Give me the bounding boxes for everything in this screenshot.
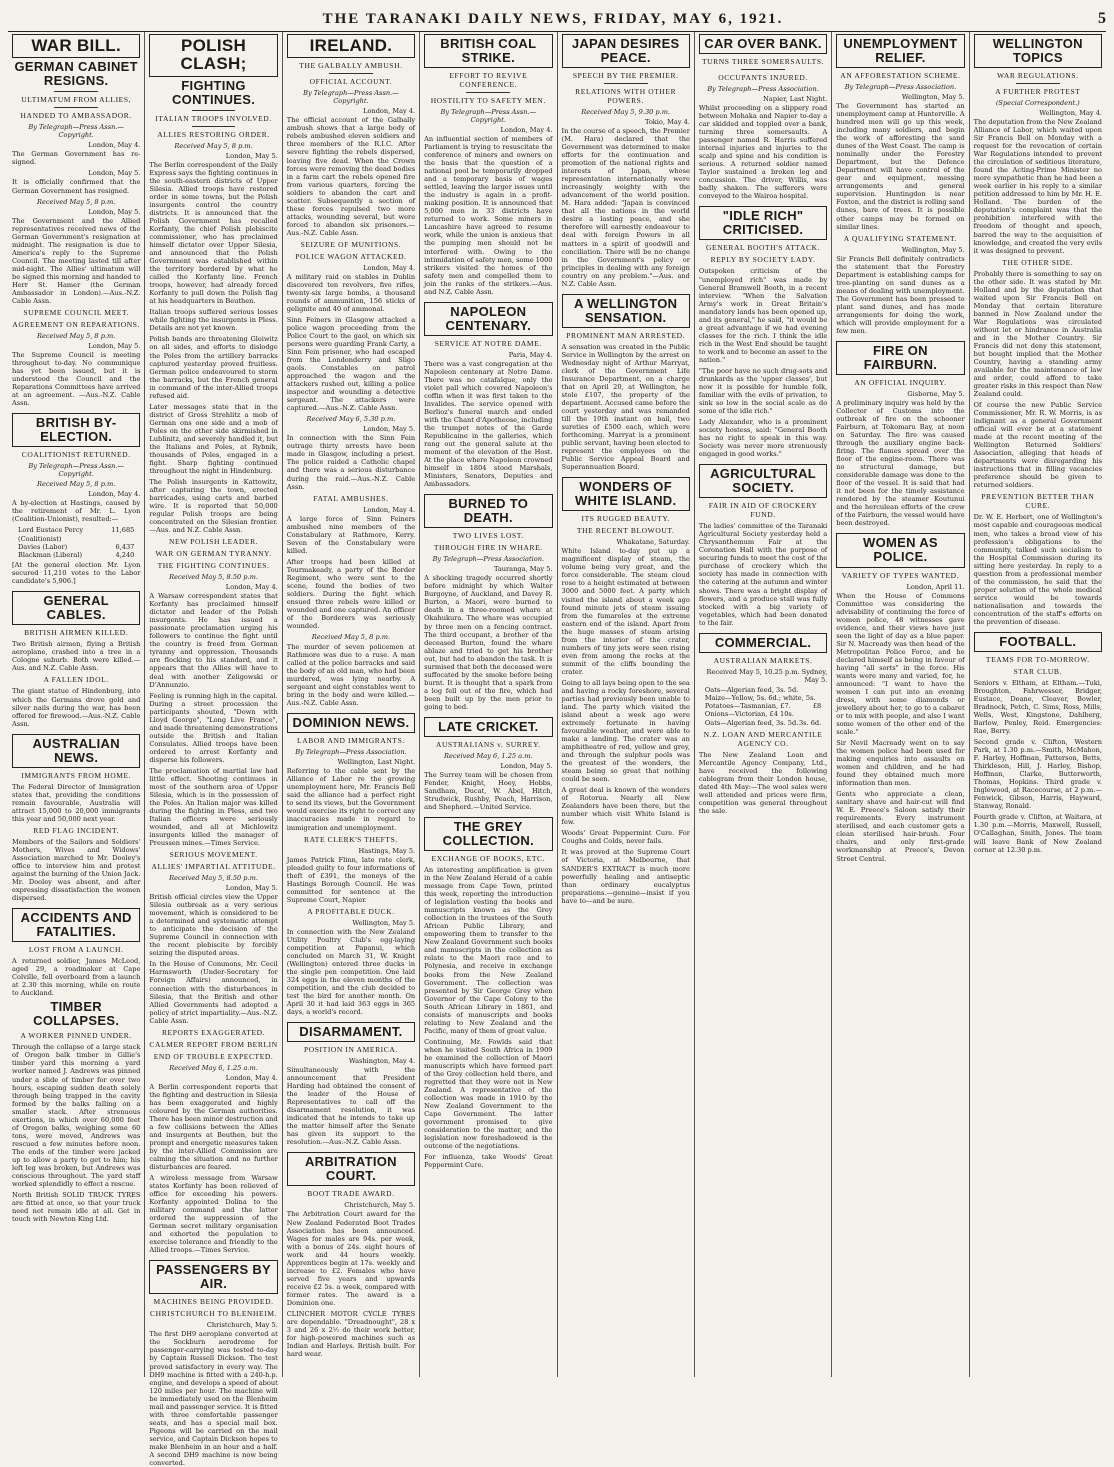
byline: (Special Correspondent.) xyxy=(995,99,1080,108)
market-row: Oats—Algerian feed, 3s. 5d. 3s. 6d. xyxy=(704,718,822,727)
deck: MACHINES BEING PROVIDED. xyxy=(153,1297,274,1307)
story-australian-news xyxy=(12,734,140,902)
byline: By Telegraph—Press Assn.—Copyright. xyxy=(303,89,399,106)
headline: TIMBER COLLAPSES. xyxy=(33,999,120,1029)
story-fire-fairburn xyxy=(836,341,964,528)
paragraph: Lady Alexander, who is a prominent society hostess, said: "General Booth has no right to speak in this way. Society was never more strenuously engaged in good works." xyxy=(698,418,828,459)
byline: By Telegraph—Press Assn.—Copyright. xyxy=(28,123,125,140)
deck: BRITISH AIRMEN KILLED. xyxy=(24,628,129,638)
deck: AGREEMENT ON REPARATIONS. xyxy=(12,319,141,329)
paragraph: Through the collapse of a large stack of Oregon balk timber in Gillie's timber yard this morning a yard worker named J. Andrews was pinned under a slide of timber for over two hours, escaping sudden death solely through being trapped in the cavity formed by the balks falling on a smaller stack. After strenuous exertions, in which over 60,000 feet of Oregon balks, weighing some 60 tons, were moved, Andrews was rescued a few minutes before noon. The ends of the timber were jacked up to allow a party to get to him; his left leg was broken, but Andrews was conscious throughout. The yard staff worked splendidly to effect a rescue. xyxy=(12,1043,141,1188)
paragraph: Italian troops suffered serious losses while fighting the insurgents in Pless. Details are not yet known. xyxy=(149,308,278,333)
story-disarmament xyxy=(287,1022,415,1146)
dateline: Whakatane, Saturday. xyxy=(616,538,690,547)
paragraph: A large force of Sinn Feiners ambushed nine members of the Constabulary at Rathmore, Kerry. Seven of the Constabulary were killed. xyxy=(286,514,416,555)
paragraph: In connection with the New Zealand Utility Poultry Club's egg-laying competition at Papanui, which concluded on March 31, W. Knight (Wellington) entered three ducks in the single pen competition. One laid 324 eggs in the eleven months of the competition, and the club decided to test the bird for another month. On April 30 it had laid 363 eggs in 365 days, a world's record. xyxy=(286,927,416,1017)
deck: PROMINENT MAN ARRESTED. xyxy=(566,330,686,340)
dateline: Hastings, May 5. xyxy=(358,846,416,855)
advertisement: Woods' Great Peppermint Cure. For Coughs and Colds, never fails. xyxy=(561,829,690,846)
paragraph: The Supreme Council is meeting throughout to-day. No communique has yet been issued, but it is understood the Council and the Reparations Committees have arrived at an agreement. —Aus.-N.Z. Cable Assn. xyxy=(12,350,141,408)
story-ireland xyxy=(287,34,415,707)
received-line: Received May 6, 1.25 a.m. xyxy=(169,1063,258,1072)
dateline: London, May 4. xyxy=(363,505,416,514)
deck: REPLY BY SOCIETY LADY. xyxy=(710,255,816,265)
paragraph: "The poor have no such drug-sots and drunkards as the 'upper classes', but now it is possible for humble folk, familiar with the evils of privation, to sink so low in the social scale as do some of the idle rich." xyxy=(698,366,828,415)
paragraph: The giant statue of Hindenburg, into which the Germans drove gold and silver nails during the war, has been offered for firewood.—Aus.-N.Z. Cable Assn. xyxy=(12,687,141,728)
headline: GENERAL CABLES. xyxy=(12,591,140,625)
story-wellington-sensation xyxy=(562,294,690,472)
subheadline: GERMAN CABINET RESIGNS. xyxy=(14,59,138,89)
deck: ULTIMATUM FROM ALLIES, xyxy=(21,95,132,105)
deck: A PROFITABLE DUCK. xyxy=(307,906,395,916)
paragraph: Outspoken criticism of the "unemployed rich" was made by General Bramwell Booth, in a recent interview. "When the Salvation Army's work in Great Britain's mandatory lands has been opened up, and its general," he said, "it would be a great advantage if we had evening classes for the rich. I think the idle rich in the West End should be taught to work and to become an asset to the nation." xyxy=(698,267,828,364)
story-war-bill xyxy=(12,34,140,407)
paragraph: In the House of Commons, Mr. Cecil Harmsworth (Under-Secretary for Foreign Affairs) announced, in connection with the disturbances in Silesia, that the British and other Allied Governments had adopted a policy of strict impartiality.—Aus.-N.Z. Cable Assn. xyxy=(149,960,278,1025)
paragraph: Continuing, Mr. Fowlds said that when he visited South Africa in 1909 he examined the collection of Maori manuscripts which have formed part of the Grey collection held there, and regretted that they were not in New Zealand. A representative of the collection was made in 1910 by the New Zealand Government to the Cape Government. The latter government promised to give consideration to the matter, and the legislation now foreshadowed is the outcome of the negotiations. xyxy=(424,1037,553,1151)
deck: REPORTS EXAGGERATED. xyxy=(161,1027,266,1037)
received-line: Received May 5, 8 p.m. xyxy=(37,480,116,489)
deck: WAR ON GERMAN TYRANNY. xyxy=(155,549,272,559)
story-agricultural xyxy=(699,464,827,626)
dateline: London, May 5. xyxy=(88,169,141,178)
column-4 xyxy=(420,32,557,1377)
deck: A QUALIFYING STATEMENT. xyxy=(843,233,958,243)
headline: NAPOLEON CENTENARY. xyxy=(424,302,552,336)
story-napoleon xyxy=(424,302,552,489)
deck: ITS RUGGED BEAUTY. xyxy=(581,514,670,524)
headline: FIRE ON FAIRBURN. xyxy=(836,341,964,375)
paragraph: The Government and the Allied representatives received news of the German Government's resignation at midnight. The resignation is due to America's reply to the Supreme Council. The meeting lasted till after mid-night. The Allies' ultimatum will be signed this morning and handed to Herr St. Hamer (the German Ambassador in London).—Aus.-N.Z. Cable Assn. xyxy=(12,216,141,305)
dateline: London, May 5. xyxy=(225,151,278,160)
dateline: London, May 5. xyxy=(88,341,141,350)
paragraph: Simultaneously with the announcement that President Harding had obtained the consent of the leader of the House of Representatives to call off the disarmament resolution, it was indicated that he intends to take up the matter himself after the Senate has given its support to the resolution.—Aus.-N.Z. Cable Assn. xyxy=(286,1066,416,1147)
paragraph: James Patrick Flinn, late rate clerk, pleaded guilty to four informations of theft of £391, the moneys of the Hastings Borough Council. He was committed for sentence at the Supreme Court, Napier. xyxy=(286,855,416,904)
headline: "IDLE RICH" CRITICISED. xyxy=(699,206,827,240)
byline: By Telegraph—Press Assn.—Copyright. xyxy=(28,462,125,479)
deck: HOSTILITY TO SAFETY MEN. xyxy=(430,96,546,106)
headline: A WELLINGTON SENSATION. xyxy=(562,294,690,328)
dateline: London, May 4. xyxy=(88,490,141,499)
dateline: Wellington, May 4. xyxy=(1039,109,1102,118)
headline: WONDERS OF WHITE ISLAND. xyxy=(562,477,690,511)
paragraph: The New Zealand Loan and Mercantile Agency Company, Ltd., have received the following cablegram from their London house, dated 4th May:—The wool sales were well attended and prices were firm, competition was general throughout the sale. xyxy=(698,750,828,816)
deck: RELATIONS WITH OTHER POWERS. xyxy=(575,87,677,106)
headline: WAR BILL. xyxy=(12,34,140,58)
dateline: London, April 11. xyxy=(906,582,965,591)
headline: BURNED TO DEATH. xyxy=(424,494,552,528)
deck: SEIZURE OF MUNITIONS. xyxy=(300,239,402,249)
deck: IMMIGRANTS FROM HOME. xyxy=(21,770,132,780)
byline: By Telegraph—Press Association. xyxy=(707,85,819,94)
paragraph: A Berlin correspondent reports that the fighting and destruction in Silesia has been exaggerated and highly coloured by the German authorities. There has been minor destruction and a few collisions between the Allies and insurgents at Beuthen, but the prompt and energetic measures taken by the inter-Allied Commission are calming the situation and no further disturbances are feared. xyxy=(149,1082,278,1171)
dateline: Received May 5, 10.25 p.m. Sydney, May 5. xyxy=(706,667,828,684)
byline: By Telegraph—Press Association. xyxy=(432,555,545,564)
paragraph: A by-election at Hastings, caused by the retirement of Mr. L. Lyon (Coalition-Unionist), resulted:— xyxy=(12,499,141,524)
paragraph: A Warsaw correspondent states that Korfanty has proclaimed himself dictator and leader of the Polish insurgents. He has issued a passionate proclamation urging his followers to continue the fight until the country is freed from German tyranny and oppression. Thousands are flocking to his standard, and it appears that the Allies will have to deal with another Zeligowski or D'Annunzio. xyxy=(149,592,278,689)
dateline: Napier, Last Night. xyxy=(763,95,828,104)
received-line: Received May 5, 8.50 p.m. xyxy=(169,874,258,883)
received-line: Received May 6, 5.30 p.m. xyxy=(306,415,396,424)
received-line: Received May 5, 8 p.m. xyxy=(37,331,116,340)
story-coal-strike xyxy=(424,34,552,296)
headline: JAPAN DESIRES PEACE. xyxy=(562,34,690,68)
market-row: Onions—Victorian, £4 10s. xyxy=(704,710,794,719)
received-line: Received May 5, 8 p.m. xyxy=(311,633,391,642)
paragraph: Members of the Sailors and Soldiers' Mothers, Wives and Widows' Association marched to Mr. Dooley's office to interview him and protest against the burning of the Union Jack. Mr. Dooley was absent, and after expressing dissatisfaction the women dispersed. xyxy=(12,837,141,903)
dateline: Christchurch, May 5. xyxy=(206,1321,278,1330)
byline: By Telegraph—Press Association. xyxy=(844,83,957,92)
column-1 xyxy=(8,32,145,1377)
deck: OFFICIAL ACCOUNT. xyxy=(309,77,393,87)
deck: BOOT TRADE AWARD. xyxy=(307,1189,395,1199)
dateline: London, May 5. xyxy=(88,207,141,216)
paragraph: A wireless message from Warsaw states Korfanty has been relieved of office for exceeding his powers. Korfanty appointed Dolina to the military command and the latter ordered the suppression of the German secret military organisation and exhorted the population to exercise tolerance and friendly to the Allied troops.—Times Service. xyxy=(149,1174,278,1255)
page-number: 5 xyxy=(1098,10,1106,27)
paragraph: British official circles view the Upper Silesia outbreak as a very serious movement, which is considered to be a determined and systematic attempt to anticipate the decision of the Supreme Council in connection with the recent plebiscite by forcibly seizing the disputed areas. xyxy=(149,893,278,958)
headline: BRITISH COAL STRIKE. xyxy=(424,34,552,68)
deck: ITALIAN TROOPS INVOLVED. xyxy=(155,113,272,123)
story-burned xyxy=(424,494,552,711)
story-wellington-topics xyxy=(974,34,1102,626)
deck: A WORKER PINNED UNDER. xyxy=(20,1031,132,1041)
dateline: Gisborne, May 5. xyxy=(907,389,965,398)
column-2 xyxy=(145,32,282,1467)
deck: HANDED TO AMBASSADOR. xyxy=(20,111,132,121)
deck: ALLIES RESTORING ORDER. xyxy=(157,129,270,139)
deck: THE FIGHTING CONTINUES. xyxy=(157,561,270,571)
paragraph: Polish bands are threatening Gleiwitz on all sides, and efforts to dislodge the Poles from the artillery barracks captured yesterday proved fruitless. German police endeavoured to storm the barracks, but the French general in command of the inter-Allied troops refused aid. xyxy=(149,335,278,400)
paragraph: The Government has started an unemployment camp at Hunterville. A hundred men will go up this week, including many soldiers, and begin the work of afforesting the sand dunes of the West Coast. The camp is nominally under the Forestry Department, but the Defence Department will have control of the gear and equipment, messing arrangements and general supervision. Huntingdon is near Foxton, and the district is rolling sand dunes, bare of trees. It is possible other camps may be formed on similar lines. xyxy=(836,102,965,231)
dateline: Wellington, Last Night. xyxy=(337,758,416,767)
paragraph: Second grade v. Clifton, Western Park, at 1.30 p.m.—Smith, McMahon, F. Harley, Hoffman, Patterson, Betts, Thirkleson, Hill, J. Harley, Bishop, Hoffman, Clarke, Butterworth, Thomas, Hopkins. Third grade v. Inglewood, at Racecourse, at 2 p.m.—Fenwick, Gibson, Harris, Hayward, Stanway, Ronald. xyxy=(973,738,1102,811)
received-line: Received May 5, 8 p.m. xyxy=(174,141,253,150)
paragraph: A great deal is known of the wonders of Rotorua. Nearly all New Zealanders have been there, but the number which visit White Island is few. xyxy=(561,786,690,827)
headline: CAR OVER BANK. xyxy=(699,34,827,54)
headline: COMMERCIAL. xyxy=(699,633,827,653)
dateline: Paris, May 4. xyxy=(508,350,553,359)
headline: UNEMPLOYMENT RELIEF. xyxy=(836,34,964,68)
paragraph: Two British airmen, flying a British aeroplane, crashed into a tree in a Cologne suburb. Both were killed.—Aus. and N.Z. Cable Assn. xyxy=(12,640,141,673)
deck: SERVICE AT NOTRE DAME. xyxy=(434,338,542,348)
deck: END OF TROUBLE EXPECTED. xyxy=(153,1051,274,1061)
paragraph: Dr. W. E. Herbert, one of Wellington's most capable and courageous medical men, who takes a broad view of his profession's obligations to the community, talked such socialism to the Hospital Commission during its sitting here yesterday. In reply to a question from a professional member of the commission, he said that the proper solution of the whole medical service would be towards nationalisation and towards the concentration of the staff's efforts on the prevention of disease. xyxy=(973,513,1102,626)
column-3 xyxy=(283,32,420,1377)
masthead-title: THE TARANAKI DAILY NEWS, FRIDAY, MAY 6, 1921. xyxy=(322,11,784,27)
paragraph: The first DH9 aeroplane converted at the Sockburn aerodrome for passenger-carrying was tested to-day by Captain Russell Dickson. The test proved satisfactory in every way. The DH9 machine is fitted with a 240-h.p. engine, and develops a speed of about 120 miles per hour. The machine will be immediately used on the Blenheim mail and passenger service. It is fitted with three comfortable passenger seats, and has a special mail box. Pigeons will be carried on the mail service, and Captain Dickson hopes to make Blenheim in an hour and a half. A second DH9 machine is now being converted. xyxy=(149,1330,278,1467)
masthead xyxy=(8,4,1106,32)
byline: By Telegraph—Press Assn.—Copyright. xyxy=(440,108,537,125)
story-white-island xyxy=(562,477,690,904)
deck: PREVENTION BETTER THAN CURE. xyxy=(981,492,1095,511)
headline: LATE CRICKET. xyxy=(424,717,552,737)
paragraph: An interesting amplification is given in the New Zealand Herald of a cable message from Cape Town, printed this week, reporting the introduction of legislation vesting the books and manuscripts known as the Grey collection in the trustees of the South African Public Library, and empowering them to transfer to the New Zealand Government such books and manuscripts in the collection as relate to the Maori race and to Polynesia, and receive in exchange books from the New Zealand Government. The collection was presented by Sir George Grey when Governor of the Cape Colony to the South African Library in 1861, and consists of manuscripts and books relating to New Zealand and the Pacific, many of them of great value. xyxy=(424,866,553,1035)
deck: ALLIES' IMPARTIAL ATTITUDE. xyxy=(151,862,276,872)
deck: AUSTRALIANS v. SURREY. xyxy=(435,739,541,749)
story-car-over-bank xyxy=(699,34,827,200)
story-football xyxy=(974,632,1102,854)
deck: RED FLAG INCIDENT. xyxy=(33,825,120,835)
dateline: Washington, May 4. xyxy=(348,1057,416,1066)
dateline: Tauranga, May 5. xyxy=(493,565,553,574)
paragraph: Later messages state that in the district of Gross Strehlitz a mob of German ons one side and a mob of Poles on the other side skirmished in Lublinitz, and severely handled it, but the Italians and Poles, at Rybnik, thousands of Poles, engaged in a fight. Sharp fighting continued throughout the night in Hindenburg. xyxy=(149,402,278,475)
paragraph: Sinn Feiners in Glasgow attacked a police wagon proceeding from the Police Court to the gaol, on which six persons were guarding Frank Carty, a Sinn Fein prisoner, who had escaped from the Londonderry and Sligo gaols. Constables on patrol approached the wagon and the attackers rushed out, killing a police inspector and wounding a detective sergeant. The attackers were captured.—Aus.-N.Z. Cable Assn. xyxy=(286,315,416,413)
received-line: Received May 5, 8.50 p.m. xyxy=(169,573,258,582)
deck: LABOR AND IMMIGRANTS. xyxy=(297,736,405,746)
headline: WOMEN AS POLICE. xyxy=(836,533,964,567)
deck: TEAMS FOR TO-MORROW. xyxy=(985,654,1090,664)
deck: WAR REGULATIONS. xyxy=(996,71,1079,81)
paragraph: The deputation from the New Zealand Alliance of Labor, which waited upon Sir Francis Bell on Monday with a request for the revocation of certain War Regulations intended to prevent the circulation of seditious literature, found the Acting-Prime Minister no more sympathetic than he had been a week earlier in his reply to a similar petition addressed to him by Mr. H. E. Holland. The burden of the deputation's complaint was that the prohibition interfered with the freedom of thought and speech, barred the way to the acquisition of knowledge, and created the very evils it was designed to prevent. xyxy=(973,118,1102,255)
dateline: London, May 4. xyxy=(500,126,553,135)
market-table xyxy=(705,686,821,727)
column-6 xyxy=(695,32,832,1377)
dateline: Wellington, May 5. xyxy=(901,93,965,102)
deck: SPEECH BY THE PREMIER. xyxy=(572,71,679,81)
columns xyxy=(8,32,1106,1467)
deck: THE OTHER SIDE. xyxy=(1002,257,1074,267)
advertisement: CLINCHER MOTOR CYCLE TYRES are dependable. "Dreadnought", 28 x 3 and 26 x 2½ do their work better, for high-powered machines such as Indian and Harleys. British built. For hard wear. xyxy=(286,1309,416,1359)
headline: BRITISH BY-ELECTION. xyxy=(12,413,140,447)
market-row: Oats—Algerian feed, 3s. 5d. xyxy=(704,685,799,694)
deck: LOST FROM A LAUNCH. xyxy=(28,945,124,955)
deck: N.Z. LOAN AND MERCANTILE AGENCY CO. xyxy=(703,729,823,748)
paragraph: After troops had been killed at Tourmakeady, a party of the Border Regiment, who were sent to the scene, found the bodies of two soldiers. During the fight which ensued three rebels were killed or wounded and one captured. An officer of the Borderers was seriously wounded. xyxy=(286,557,416,630)
paragraph: In connection with the Sinn Fein outrage thirty arrests have been made in Glasgow, including a priest. The police raided a Catholic chapel and there was a serious disturbance during the raid.—Aus.-N.Z. Cable Assn. xyxy=(286,434,416,491)
advertisement: North British SOLID TRUCK TYRES are fitted at once, so that your truck need not remain idle at all. Get in touch with Newton King Ltd. xyxy=(12,1190,141,1224)
column-8 xyxy=(970,32,1106,1377)
deck: THE RECENT BLOWOUT. xyxy=(576,526,675,536)
deck: OCCUPANTS INJURED. xyxy=(718,73,808,83)
deck: SERIOUS MOVEMENT. xyxy=(169,850,258,860)
result-row: Blackman (Liberal) 4,240 xyxy=(18,550,135,559)
paragraph: Fourth grade v. Clifton, at Waitara, at 1.30 p.m.—Morris, Maxwell, Russell, O'Callaghan, Smith, Jones. The team will leave Bank of New Zealand corner at 12.30 p.m. xyxy=(973,813,1102,854)
paragraph: It is officially confirmed that the German Government has resigned. xyxy=(12,178,141,195)
paragraph: There was a vast congregation at the Napoleon centenary at Notre Dame. There was no catafalque, only the violet pall which covered Napoleon's coffin when it was first taken to the Invalides. The service opened with Berlioz's funeral march and ended with the Chant d'Apotheose, including the trumpet notes of the Garde Republicaine in the galleries, which rang out the general salute at the moment of the elevation of the Host. At the place where Napoleon crowned himself in 1804 stood Marshals, Ministers, Senators, Deputies and Ambassadors. xyxy=(424,359,553,489)
deck: STAR CLUB. xyxy=(1013,666,1062,676)
deck: A FALLEN IDOL. xyxy=(43,675,109,685)
deck: CALMER REPORT FROM BERLIN xyxy=(149,1039,278,1049)
dateline: London, May 5. xyxy=(225,884,278,893)
dateline: London, May 5. xyxy=(500,761,553,770)
headline: IRELAND. xyxy=(287,34,415,58)
market-row: Maize—Yellow, 5s. 6d.; white, 5s. xyxy=(704,693,816,702)
paragraph: Sir Francis Bell definitely contradicts the statement that the Forestry Department is establishing camps for tree-planting on sand dunes as a means of dealing with unemployment. The Government has been pressed to plant sand dunes, and has made arrangements for doing the work, which will provide employment for a few men. xyxy=(836,254,965,335)
deck: THE GALBALLY AMBUSH. xyxy=(299,61,403,71)
story-by-election xyxy=(12,413,140,585)
story-idle-rich xyxy=(699,206,827,458)
dateline: Tokio, May 4. xyxy=(644,118,690,127)
deck: FATAL AMBUSHES. xyxy=(313,493,389,503)
deck: AN AFFORESTATION SCHEME. xyxy=(840,71,961,81)
paragraph: The Federal Director of Immigration states that, providing the conditions remain favourable, Australia will attract 15,000 to 20,000 immigrants this year and 50,000 next year. xyxy=(12,782,141,823)
paragraph: Referring to the cable sent by the Alliance of Labor re the growing unemployment here, Mr. Francis Bell said the alliance had a perfect right to send its views, but the Government would exercise its right to correct any inaccuracies made in regard to immigration and unemployment. xyxy=(286,767,416,832)
headline: WELLINGTON TOPICS xyxy=(974,34,1102,68)
paragraph: A preliminary inquiry was held by the Collector of Customs into the outbreak of fire on the schooner Fairburn, at Tokomaru Bay, at noon on Saturday. The fire was caused through the auxiliary engine back-firing. The flames spread over the floor of the engine-room. There was no structural damage, but considerable damage was done to the floor of the vessel. It is said that had it not been for the timely assistance rendered by the steamer Koutunui and the herculean efforts of the crew of the Fairburn, the vessel would have been destroyed. xyxy=(836,398,965,528)
dateline: London, May 4. xyxy=(363,107,416,116)
market-row: Potatoes—Tasmanian, £7. £8 xyxy=(704,702,822,711)
paragraph: White Island to-day put up a magnificent display of steam, the volume being very great, and the force considerable. The steam cloud rose to a height estimated at between 3000 and 5000 feet. A party which visited the island about a week ago found minute jets of steam issuing from the fumaroles at the extreme eastern end of the island. Apart from the huge masses of steam arising from the interior of the crater, numbers of tiny jets were seen rising even from among the rocks at the summit of the cliffs bounding the crater. xyxy=(561,547,690,676)
received-line: Received May 6, 1.25 a.m. xyxy=(444,751,533,760)
advertisement: For influenza, take Woods' Great Peppermint Cure. xyxy=(424,1153,553,1170)
paragraph: Seniors v. Eltham, at Eltham.—Tuki, Broughton, Fahrwesser, Bridger, Eustace, Deane, Cleaver, Bowler, Bradnock, Petch, C. Sims, Ross, Mills, Wells, West, Kingstone, Dahlberg, Barlow, Penley, Reid. Emergencies: Rae, Berry. xyxy=(973,678,1102,736)
paragraph: The German Government has re-signed. xyxy=(12,150,141,167)
paragraph: An influential section of members of Parliament is trying to resuscitate the conference of miners and owners on the basis that the question of a national pool be temporarily dropped and a temporary basis of wages settled, leaving the larger issues until the industry is again in a profit-making position. It is announced that 5,000 men in 33 districts have returned to work. Some miners in Lancashire have agreed to resume work, while the union is anxious that the pumping men should not be interfered with. Owing to the intimidation of safety men, some 1000 strikers visited the homes of the safety men and compelled them to join the ranks of the strikers.—Aus. and N.Z. Cable Assn. xyxy=(424,135,553,296)
paragraph: The proclamation of martial law had little effect. Shooting continues in most of the southern area of Upper Silesia, which is in the possession of the Poles. An Italian major was killed during the fighting in Pless, and two Italian officers were seriously wounded, and all at Michlowitz insurgents killed the manager of Preussen mines.—Times Service. xyxy=(149,766,278,848)
byline: By Telegraph—Press Association. xyxy=(295,748,407,757)
deck: TURNS THREE SOMERSAULTS. xyxy=(701,57,825,67)
column-7 xyxy=(832,32,969,1377)
deck: POSITION IN AMERICA. xyxy=(303,1045,398,1055)
deck: NEW POLISH LEADER. xyxy=(168,537,259,547)
paragraph: Feeling is running high in the capital. During a street procession the participants shouted, "Down with Lloyd George", "Long Live France", and made threatening demonstrations outside the British and Italian Consulates. Allied troops have been ordered to arrest Korfanty and disperse his followers. xyxy=(149,691,278,764)
paragraph: Probably there is something to say on the other side. It was stated by Mr. Holland and by the deputation that waited upon Sir Francis Bell on Monday that certain literature banned in New Zealand under the War Regulations was circulated without let or hindrance in Australia and in the Mother Country. Sir Francis did not deny this statement, but bought implied that the Mother Country, having a standing army available for the maintenance of law and order, could afford to take greater risks in this respect than New Zealand could. xyxy=(973,269,1102,399)
deck: THROUGH FIRE IN WHARE. xyxy=(433,543,543,553)
deck: GENERAL BOOTH'S ATTACK. xyxy=(706,243,821,253)
headline: POLISH CLASH; xyxy=(149,34,277,77)
headline: AUSTRALIAN NEWS. xyxy=(12,734,140,768)
paragraph: [At the general election Mr. Lyon secured 11,210 votes to the Labor candidate's 5,906.] xyxy=(12,561,141,586)
paragraph: The ladies' committee of the Taranaki Agricultural Society yesterday held a Chrysanthemum Fair at the Coronation Hall with the purpose of securing funds to meet the cost of the purchase of crockery which the society has made in connection with the catering at the autumn and winter shows. There was a bright display of flowers, and a produce stall was fully stocked with a big variety of vegetables, which had been donated to the fair. xyxy=(698,522,828,627)
story-women-police xyxy=(836,533,964,862)
paragraph: The Arbitration Court award for the New Zealand Federated Boot Trades Association has been announced. Wages for males are 94s. per week, with a bonus of 24s. eight hours of work and 44 hours weekly. Apprentices begin at 17s. weekly and increase to £2. Females who have served five years and upwards receive £2 5s. a week, compared with former rates. The award is a Dominion one. xyxy=(286,1210,416,1307)
paragraph: The Surrey team will be chosen from Fender, Knight, Hoey, Hobbs, Sandham, Ducat, W. Abel, Hitch, Strudwick, Rushby, Peach, Harrison, and Shepherd.—United Service. xyxy=(424,770,553,811)
paragraph: Whilst proceeding on a slippery road between Mohaka and Napier to-day a car skidded and toppled over a bank, turning three somersaults. A passenger named R. Harris suffered internal injuries and injuries to the scalp and spine and his condition is serious. A returned soldier named Taylor sustained a broken leg and concussion. The driver, Willis, was badly shaken. The sufferers were conveyed to the Wairoa hospital. xyxy=(698,104,828,201)
paragraph: A sensation was created in the Public Service in Wellington by the arrest on Wednesday night of Arthur Marryat, clerk of the Government Life Insurance Department, on a charge that on April 20, at Wellington, he stole £107, the property of the department. Accused came before the court yesterday and was remanded till the 19th instant on bail, two sureties of £500 each, which were forthcoming. Marryat is a prominent public servant, having been elected to represent the employees on the Public Service Appeal Board and Superannuation Board. xyxy=(561,342,690,472)
paragraph: A military raid on stables in Dublin discovered ten revolvers, five rifles, twenty-six large bombs, a thousand rounds of ammunition, 156 sticks of gelignite and 40 of ammonal. xyxy=(286,272,416,313)
dateline: London, May 5. xyxy=(363,425,416,434)
deck: AN OFFICIAL INQUIRY. xyxy=(854,377,947,387)
headline: DOMINION NEWS. xyxy=(287,713,415,733)
result-row: Davies (Labor) 6,437 xyxy=(18,542,135,551)
results-table xyxy=(18,526,134,559)
story-polish-clash xyxy=(149,34,277,1254)
deck: RATE CLERK'S THEFTS. xyxy=(304,834,398,844)
headline: FOOTBALL. xyxy=(974,632,1102,652)
deck: FAIR IN AID OF CROCKERY FUND. xyxy=(708,501,818,520)
deck: CHRISTCHURCH TO BLENHEIM. xyxy=(150,1309,278,1319)
story-cricket xyxy=(424,717,552,811)
deck: EFFORT TO REVIVE CONFERENCE. xyxy=(449,71,528,90)
column-5 xyxy=(558,32,695,1377)
deck: POLICE WAGON ATTACKED. xyxy=(295,251,407,261)
story-japan xyxy=(562,34,690,288)
story-dominion-news xyxy=(287,713,415,1016)
dateline: London, May 4. xyxy=(88,141,141,150)
paragraph: Going to all lays being open to the sea and having a rocky foreshore, several parties had previously been unable to land. The party which visited the island about a week ago were extremely fortunate in having favourable weather, and were able to make a landing. The crater was an amphitheatre of red, yellow and grey, and through the sulphur pools was the greatest of the wonders, the steam being so great that nothing could be seen. xyxy=(561,678,690,784)
deck: COALITIONIST RETURNED. xyxy=(21,450,131,460)
paragraph: The Polish insurgents in Kattowitz, after capturing the town, erected barricades, using carts and barbed wire. It is reported that 50,000 regular Polish troops are being concentrated on the Silesian frontier.—Aus. and N.Z. Cable Assn. xyxy=(149,477,278,535)
advertisement: It was proved at the Supreme Court of Victoria, at Melbourne, that SANDER'S EXTRACT is much more powerfully healing and antiseptic than ordinary eucalyptus preparations.—genuine—insist if you have to—and be sure. xyxy=(561,848,690,905)
deck: TWO LIVES LOST. xyxy=(452,531,524,541)
received-line: Received May 5, 9.30 p.m. xyxy=(581,108,671,117)
dateline: Christchurch, May 5. xyxy=(344,1201,416,1210)
paragraph: In the course of a speech, the Premier (M. Hara) declared that the Government was determined to make efforts for the continuation and promotion of the national rights and interests of Japan, whose representation internationally were increasingly weighty with the advancement of the world position. M. Hara added: "Japan is convinced that all the nations in the world desire a lasting peace, and she therefore will earnestly endeavour to deal with foreign Powers in all matters in a spirit of goodwill and conciliation. There will be no change in the Government's policy or principles in dealing with any foreign country on any problem."—Aus. and N.Z. Cable Assn. xyxy=(561,127,690,288)
story-passengers-by-air xyxy=(149,1260,277,1467)
headline: DISARMAMENT. xyxy=(287,1022,415,1042)
deck: A FURTHER PROTEST xyxy=(995,87,1081,97)
dateline: London, May 4. xyxy=(363,263,416,272)
story-general-cables xyxy=(12,591,140,727)
paragraph: Sir Nevil Macready went on to say the women police had been used for making enquiries into assaults on women and children, and he had found they obtained much more information than men. xyxy=(836,739,965,788)
story-arbitration xyxy=(287,1152,415,1358)
headline: AGRICULTURAL SOCIETY. xyxy=(699,464,827,498)
deck: VARIETY OF TYPES WANTED. xyxy=(841,570,960,580)
received-line: Received May 5, 8 p.m. xyxy=(37,197,116,206)
headline: THE GREY COLLECTION. xyxy=(424,817,552,851)
paragraph: The official account of the Galbally ambush shows that a large body of rebels ambushed eleven soldiers and three members of the R.I.C. After severe fighting the rebels dispersed, leaving five dead. When the Crown forces were removing the dead bodies in a farm cart the rebels opened fire from various quarters, forcing the soldiers to abandon the cart and scatter. Subsequently a section of these forces repulsed two more attacks, wounding several, but were forced to abandon six prisoners.—Aus.-N.Z. Cable Assn. xyxy=(286,116,416,237)
paragraph: When the House of Commons Committee was considering the advisability of continuing the force of women police, 48 witnesses gave evidence, and their views have just seen the light of day as a blue paper. Sir N. Macready was then head of the Metropolitan Police Force, and he declared himself as being in favour of having "all sorts" in the force. His wants were many and varied, for, he announced: "I want to have the women I can put into an evening dress, with some diamonds or jewellery about her, to go to a cabaret or to mix with people, and also I want some women of the other end of the scale." xyxy=(836,591,965,737)
dateline: Wellington, May 5. xyxy=(352,918,416,927)
dateline: London, May 4. xyxy=(225,1073,278,1082)
dateline: London, May 4. xyxy=(225,583,278,592)
story-grey-collection xyxy=(424,817,552,1169)
headline: ARBITRATION COURT. xyxy=(287,1152,415,1186)
story-unemployment xyxy=(836,34,964,335)
paragraph: The murder of seven policemen at Rathmore was due to a ruse. A man called at the police barracks and said the body of an old man, who had been murdered, was lying nearby. A sergeant and eight constables went to bring in the body and were killed.—Aus.-N.Z. Cable Assn. xyxy=(286,643,416,708)
paragraph: Of course the new Public Service Commissioner, Mr. R. W. Morris, is as indignant as a general Government official will ever be at a statement made at the recent meeting of the Wellington Returned Soldiers' Association, alleging that heads of departments were disregarding his instructions that in filling vacancies preference should be given to returned soldiers. xyxy=(973,401,1102,490)
paragraph: A shocking tragedy occurred shortly before midnight by which Walter Burgoyne, of Auckland, and Davey R. Burton, a Maori, were burned to death in a three-roomed whare at Okahukura. The whare was occupied by three men on a fencing contract. The third occupant, a brother of the deceased Burton, found the whare ablaze and tried to get his brother out, but had to abandon the task. It is surmised that both the deceased were suffocated by the smoke before being burnt. It is thought that a spark from a log fell out of the fire, which had been built up by the men prior to going to bed. xyxy=(424,574,553,711)
paragraph: The Berlin correspondent of the Daily Express says the fighting continues in the south-eastern districts of Upper Silesia. Allied troops have restored order in some towns, but the Polish insurgents control the country districts. It is announced that the Polish Government has recalled Korfanty, the chief Polish plebiscite commissioner, who has proclaimed himself dictator over Upper Silesia, and announced that the Polish Government was established within the territory bordered by what he called the Korfanty line. French troops, however, had already forced Korfanty to pull down the Polish flag at his headquarters in Beuthen. xyxy=(149,160,278,306)
result-row: Lord Eustace Percy (Coalitionist) 11,685 xyxy=(18,526,135,543)
subheadline: FIGHTING CONTINUES. xyxy=(171,77,256,107)
deck: AUSTRALIAN MARKETS. xyxy=(713,655,813,665)
deck: EXCHANGE OF BOOKS, ETC. xyxy=(431,854,546,864)
deck: SUPREME COUNCIL MEET. xyxy=(23,307,130,317)
story-accidents xyxy=(12,908,140,1223)
advertisement: Gents who appreciate a clean, sanitary shave and hair-cut will find W. E. Preece's Saloon satisfy their requirements. Every instrument sterilised, and each customer gets a clean sterilised hair-brush. Four chairs, and only first-grade workmanship at Preece's, Devon Street Central. xyxy=(836,790,965,863)
headline: ACCIDENTS AND FATALITIES. xyxy=(12,908,140,942)
headline: PASSENGERS BY AIR. xyxy=(149,1260,277,1294)
story-commercial xyxy=(699,633,827,815)
paragraph: A returned soldier, James McLeod, aged 29, a roadmaker at Cape Colville, fell overboard from a launch at 2.30 this morning, while en route to Auckland. xyxy=(12,957,141,998)
dateline: Wellington, May 5. xyxy=(901,245,965,254)
